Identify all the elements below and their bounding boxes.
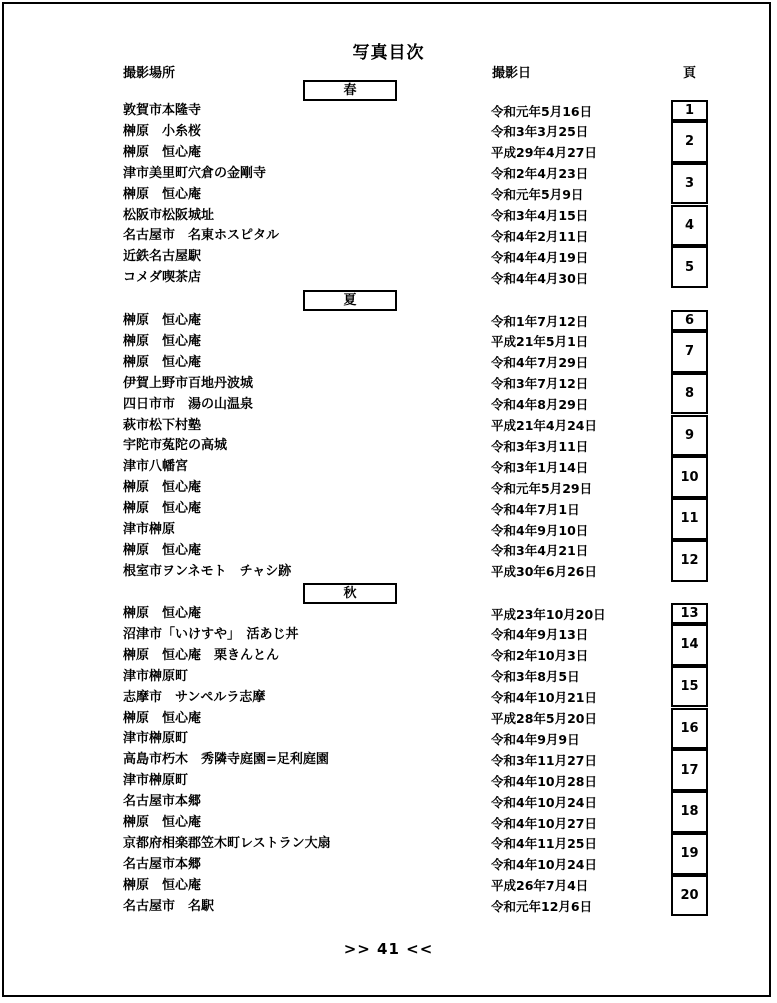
page-number-box xyxy=(671,624,708,666)
location-name: 名古屋市本郷 xyxy=(123,856,202,872)
photo-date: 令和4年2月11日 xyxy=(491,228,589,244)
photo-date: 令和4年7月1日 xyxy=(491,501,580,517)
location-name: 榊原 恒心庵 栗きんとん xyxy=(123,647,280,663)
photo-date: 令和4年8月29日 xyxy=(491,397,589,413)
photo-date: 平成30年6月26日 xyxy=(491,564,597,580)
page-number-label: 9 xyxy=(684,427,695,443)
page-number-box xyxy=(671,310,708,331)
photo-date: 令和3年8月5日 xyxy=(491,669,580,685)
photo-date: 令和4年10月21日 xyxy=(491,690,597,706)
photo-date: 平成29年4月27日 xyxy=(491,145,597,161)
photo-date: 令和4年10月28日 xyxy=(491,773,597,789)
location-name: 京都府相楽郡笠木町レストラン大扇 xyxy=(123,835,331,851)
location-name: 志摩市 サンペルラ志摩 xyxy=(123,689,266,705)
page-number-box xyxy=(671,833,708,875)
location-name: 榊原 恒心庵 xyxy=(123,313,202,328)
location-name: 名古屋市 名駅 xyxy=(123,898,215,914)
photo-date: 令和3年1月14日 xyxy=(491,459,589,475)
location-name: 榊原 恒心庵 xyxy=(123,480,202,496)
location-name: 名古屋市本郷 xyxy=(123,794,202,810)
page-number-box xyxy=(671,100,708,121)
photo-date: 令和元年5月9日 xyxy=(491,187,584,203)
location-name: 津市榊原町 xyxy=(123,731,189,747)
location-name: 根室市ヲンネモト チャシ跡 xyxy=(123,563,292,579)
photo-date: 令和4年10月24日 xyxy=(491,794,597,810)
page-number-label: 12 xyxy=(680,553,699,569)
page-number-box xyxy=(671,331,708,373)
location-name: 津市八幡宮 xyxy=(123,459,189,475)
location-name: 榊原 恒心庵 xyxy=(123,333,202,349)
location-name: 敦賀市本隆寺 xyxy=(123,103,202,118)
location-name: 名古屋市 名東ホスピタル xyxy=(123,228,280,244)
location-name: コメダ喫茶店 xyxy=(123,270,202,286)
photo-date: 平成23年10月20日 xyxy=(491,606,606,622)
page-number: >> 41 << xyxy=(343,940,434,958)
photo-date: 令和3年4月15日 xyxy=(491,208,589,223)
page-number-label: 8 xyxy=(684,386,695,402)
page-number-label: 14 xyxy=(680,637,699,653)
header-place: 撮影場所 xyxy=(123,66,176,81)
location-name: 津市榊原 xyxy=(123,522,176,537)
location-name: 四日市市 湯の山温泉 xyxy=(123,396,254,412)
photo-date: 令和4年9月10日 xyxy=(491,522,589,538)
page-number-box xyxy=(671,415,708,457)
photo-date: 平成26年7月4日 xyxy=(491,878,589,894)
photo-date: 令和元年5月16日 xyxy=(491,103,593,119)
location-name: 高島市朽木 秀隣寺庭園=足利庭園 xyxy=(123,752,329,768)
header-page: 頁 xyxy=(683,66,697,81)
location-name: 榊原 恒心庵 xyxy=(123,501,202,517)
location-name: 榊原 恒心庵 xyxy=(123,354,202,370)
location-name: 津市榊原町 xyxy=(123,668,189,684)
location-name: 榊原 恒心庵 xyxy=(123,815,202,830)
photo-date: 令和4年9月13日 xyxy=(491,627,589,643)
page-number-label: 3 xyxy=(684,176,695,192)
page-number-label: 10 xyxy=(680,469,699,485)
photo-date: 令和4年11月25日 xyxy=(491,836,597,852)
page-number-box xyxy=(671,666,708,708)
page-number-box xyxy=(671,246,708,288)
page-number-label: 16 xyxy=(680,720,699,736)
location-name: 榊原 恒心庵 xyxy=(123,144,202,160)
page-number-box xyxy=(671,540,708,582)
photo-date: 令和4年10月24日 xyxy=(491,857,597,873)
page-number-box xyxy=(671,373,708,415)
page-number-label: 11 xyxy=(680,511,699,527)
photo-date: 令和4年4月19日 xyxy=(491,249,589,265)
photo-date: 令和2年10月3日 xyxy=(491,648,589,664)
page-border xyxy=(2,2,771,997)
page-number-box xyxy=(671,498,708,540)
photo-date: 令和2年4月23日 xyxy=(491,166,589,182)
location-name: 津市榊原町 xyxy=(123,773,189,789)
photo-date: 令和4年10月27日 xyxy=(491,815,597,831)
page-number-box xyxy=(671,708,708,750)
page-number-label: 7 xyxy=(684,344,695,360)
page-number-box xyxy=(671,456,708,498)
page-number-box xyxy=(671,163,708,205)
photo-date: 令和3年11月27日 xyxy=(491,752,597,768)
page-number-label: 20 xyxy=(680,888,699,904)
season-label: 夏 xyxy=(303,290,397,311)
photo-date: 令和3年4月21日 xyxy=(491,543,589,559)
photo-date: 令和4年4月30日 xyxy=(491,270,589,286)
page-number-box xyxy=(671,603,708,624)
location-name: 松阪市松阪城址 xyxy=(123,207,215,223)
location-name: 榊原 恒心庵 xyxy=(123,606,202,621)
season-label: 秋 xyxy=(303,583,397,604)
page-title: 写真目次 xyxy=(352,43,425,63)
location-name: 萩市松下村塾 xyxy=(123,417,202,433)
header-date: 撮影日 xyxy=(492,66,532,81)
page-number-label: 18 xyxy=(680,804,699,820)
page-number-label: 17 xyxy=(680,762,699,778)
photo-date: 平成28年5月20日 xyxy=(491,711,597,726)
page-number-box xyxy=(671,121,708,163)
page-number-box xyxy=(671,205,708,247)
page-number-box xyxy=(671,875,708,917)
page-number-label: 2 xyxy=(684,134,695,150)
page-number-label: 13 xyxy=(680,605,699,621)
location-name: 榊原 恒心庵 xyxy=(123,877,202,893)
location-name: 近鉄名古屋駅 xyxy=(123,249,202,265)
page-number-label: 1 xyxy=(684,102,695,118)
location-name: 沼津市「いけすや」 活あじ丼 xyxy=(123,626,299,642)
page-number-box xyxy=(671,791,708,833)
photo-date: 令和3年7月12日 xyxy=(491,376,589,392)
photo-date: 令和4年7月29日 xyxy=(491,355,589,371)
location-name: 榊原 小糸桜 xyxy=(123,123,202,139)
photo-date: 令和元年5月29日 xyxy=(491,480,593,496)
page-number-label: 19 xyxy=(680,846,699,862)
season-label: 春 xyxy=(303,80,397,101)
location-name: 榊原 恒心庵 xyxy=(123,186,202,202)
location-name: 榊原 恒心庵 xyxy=(123,710,202,726)
location-name: 榊原 恒心庵 xyxy=(123,542,202,558)
photo-date: 平成21年4月24日 xyxy=(491,418,597,433)
location-name: 宇陀市菟陀の高城 xyxy=(123,438,228,454)
photo-date: 令和3年3月11日 xyxy=(491,438,589,454)
location-name: 津市美里町穴倉の金剛寺 xyxy=(123,165,267,181)
page-number-box xyxy=(671,749,708,791)
page-number-label: 5 xyxy=(684,259,695,275)
location-name: 伊賀上野市百地丹波城 xyxy=(123,375,254,391)
photo-date: 令和4年9月9日 xyxy=(491,731,580,747)
photo-date: 令和3年3月25日 xyxy=(491,124,589,140)
page-number-label: 4 xyxy=(684,217,695,233)
photo-date: 平成21年5月1日 xyxy=(491,334,589,350)
photo-date: 令和1年7月12日 xyxy=(491,313,589,329)
photo-date: 令和元年12月6日 xyxy=(491,899,593,915)
page-number-label: 6 xyxy=(684,312,695,328)
page-number-label: 15 xyxy=(680,679,699,695)
